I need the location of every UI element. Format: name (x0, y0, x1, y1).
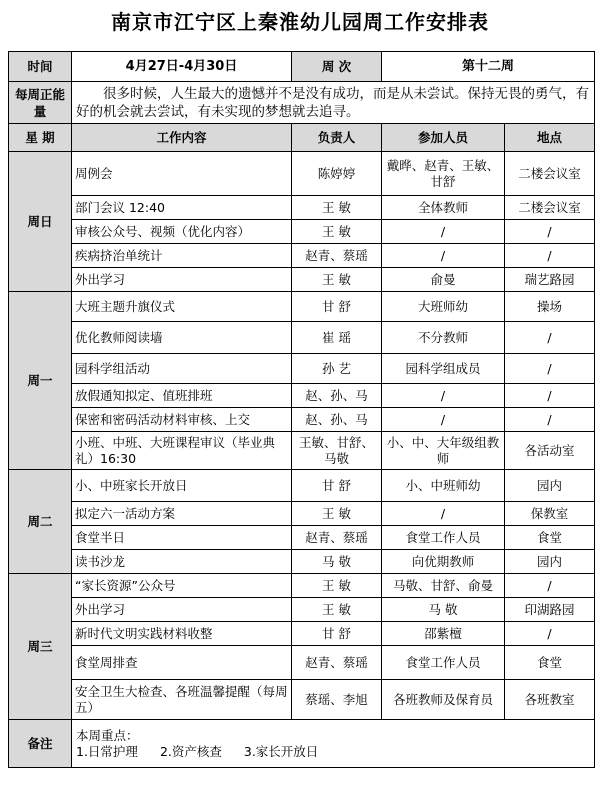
participants-cell: / (382, 244, 505, 268)
content-cell: 优化教师阅读墙 (72, 322, 292, 354)
motto-text: 很多时候，人生最大的遗憾并不是没有成功，而是从未尝试。保持无畏的勇气，有好的机会就去尝试，有未实现的梦想就去追寻。 (72, 82, 595, 124)
owner-cell: 甘 舒 (292, 292, 382, 322)
col-weekday: 星 期 (9, 124, 72, 152)
participants-cell: 小、中、大年级组教师 (382, 432, 505, 470)
location-cell: / (505, 408, 595, 432)
notes-item: 1.日常护理 (76, 743, 138, 759)
location-cell: 食堂 (505, 526, 595, 550)
col-participants: 参加人员 (382, 124, 505, 152)
owner-cell: 王 敏 (292, 598, 382, 622)
owner-cell: 甘 舒 (292, 470, 382, 502)
participants-cell: / (382, 220, 505, 244)
weekday-cell: 周三 (9, 574, 72, 720)
table-row (9, 470, 595, 502)
col-owner: 负责人 (292, 124, 382, 152)
table-row (9, 432, 595, 470)
participants-cell: 食堂工作人员 (382, 646, 505, 680)
notes-item: 2.资产核查 (159, 743, 222, 759)
participants-cell: 马敬、甘舒、俞曼 (382, 574, 505, 598)
owner-cell: 甘 舒 (292, 622, 382, 646)
content-cell: 读书沙龙 (72, 550, 292, 574)
column-header-row (9, 124, 595, 152)
participants-cell: 向优期教师 (382, 550, 505, 574)
location-cell: 各班教室 (505, 680, 595, 720)
participants-cell: 邵紫檀 (382, 622, 505, 646)
content-cell: 大班主题升旗仪式 (72, 292, 292, 322)
table-row (9, 220, 595, 244)
location-cell: 食堂 (505, 646, 595, 680)
content-cell: 放假通知拟定、值班排班 (72, 384, 292, 408)
owner-cell: 赵、孙、马 (292, 408, 382, 432)
location-cell: 瑞艺路园 (505, 268, 595, 292)
table-row (9, 574, 595, 598)
participants-cell: 大班师幼 (382, 292, 505, 322)
content-cell: 小班、中班、大班课程审议（毕业典礼）16:30 (72, 432, 292, 470)
location-cell: / (505, 622, 595, 646)
participants-cell: 园科学组成员 (382, 354, 505, 384)
page-title: 南京市江宁区上秦淮幼儿园周工作安排表 (111, 10, 489, 34)
location-cell: / (505, 322, 595, 354)
content-cell: 食堂半日 (72, 526, 292, 550)
content-cell: 小、中班家长开放日 (72, 470, 292, 502)
participants-cell: 小、中班师幼 (382, 470, 505, 502)
location-cell: / (505, 354, 595, 384)
table-row (9, 354, 595, 384)
table-row (9, 292, 595, 322)
participants-cell: 戴晔、赵青、王敏、甘舒 (382, 152, 505, 196)
table-row (9, 550, 595, 574)
weekday-cell: 周一 (9, 292, 72, 470)
table-row (9, 502, 595, 526)
owner-cell: 王 敏 (292, 196, 382, 220)
owner-cell: 蔡瑶、李旭 (292, 680, 382, 720)
notes-content (72, 720, 595, 768)
location-cell: 园内 (505, 550, 595, 574)
owner-cell: 赵青、蔡瑶 (292, 646, 382, 680)
content-cell: 食堂周排查 (72, 646, 292, 680)
participants-cell: 各班教师及保育员 (382, 680, 505, 720)
participants-cell: 不分教师 (382, 322, 505, 354)
content-cell: 外出学习 (72, 598, 292, 622)
location-cell: 园内 (505, 470, 595, 502)
content-cell: 新时代文明实践材料收整 (72, 622, 292, 646)
location-cell: 印湖路园 (505, 598, 595, 622)
participants-cell: 马 敬 (382, 598, 505, 622)
motto-label: 每周正能量 (9, 82, 72, 124)
owner-cell: 崔 瑶 (292, 322, 382, 354)
owner-cell: 王 敏 (292, 574, 382, 598)
owner-cell: 王 敏 (292, 268, 382, 292)
time-label: 时间 (9, 52, 72, 82)
content-cell: 拟定六一活动方案 (72, 502, 292, 526)
content-cell: 周例会 (72, 152, 292, 196)
table-row (9, 408, 595, 432)
notes-item: 3.家长开放日 (243, 743, 319, 759)
weekday-cell: 周二 (9, 470, 72, 574)
owner-cell: 赵、孙、马 (292, 384, 382, 408)
content-cell: 疾病挤治单统计 (72, 244, 292, 268)
owner-cell: 王 敏 (292, 502, 382, 526)
table-row (9, 244, 595, 268)
header-row (9, 52, 595, 82)
col-content: 工作内容 (72, 124, 292, 152)
owner-cell: 马 敬 (292, 550, 382, 574)
participants-cell: 全体教师 (382, 196, 505, 220)
table-row (9, 268, 595, 292)
table-row (9, 680, 595, 720)
schedule-table (8, 51, 595, 768)
notes-row (9, 720, 595, 768)
content-cell: 外出学习 (72, 268, 292, 292)
location-cell: / (505, 220, 595, 244)
motto-row (9, 82, 595, 124)
owner-cell: 孙 艺 (292, 354, 382, 384)
table-row (9, 598, 595, 622)
location-cell: 操场 (505, 292, 595, 322)
date-range: 4月27日-4月30日 (72, 52, 292, 82)
location-cell: 保教室 (505, 502, 595, 526)
participants-cell: / (382, 502, 505, 526)
owner-cell: 王 敏 (292, 220, 382, 244)
location-cell: / (505, 384, 595, 408)
location-cell: / (505, 244, 595, 268)
weekday-cell: 周日 (9, 152, 72, 292)
table-row (9, 384, 595, 408)
week-value: 第十二周 (382, 52, 595, 82)
participants-cell: 俞曼 (382, 268, 505, 292)
notes-heading: 本周重点： (76, 727, 139, 743)
content-cell: 保密和密码活动材料审核、上交 (72, 408, 292, 432)
participants-cell: 食堂工作人员 (382, 526, 505, 550)
week-label: 周 次 (292, 52, 382, 82)
location-cell: 各活动室 (505, 432, 595, 470)
content-cell: 安全卫生大检查、各班温馨提醒（每周五） (72, 680, 292, 720)
table-row (9, 322, 595, 354)
participants-cell: / (382, 408, 505, 432)
location-cell: 二楼会议室 (505, 196, 595, 220)
content-cell: 审核公众号、视频（优化内容） (72, 220, 292, 244)
owner-cell: 赵青、蔡瑶 (292, 526, 382, 550)
table-row (9, 646, 595, 680)
table-row (9, 196, 595, 220)
location-cell: 二楼会议室 (505, 152, 595, 196)
owner-cell: 王敏、甘舒、马敬 (292, 432, 382, 470)
table-row (9, 526, 595, 550)
owner-cell: 陈婷婷 (292, 152, 382, 196)
participants-cell: / (382, 384, 505, 408)
content-cell: “家长资源”公众号 (72, 574, 292, 598)
table-row (9, 622, 595, 646)
table-row (9, 152, 595, 196)
content-cell: 园科学组活动 (72, 354, 292, 384)
location-cell: / (505, 574, 595, 598)
content-cell: 部门会议 12:40 (72, 196, 292, 220)
owner-cell: 赵青、蔡瑶 (292, 244, 382, 268)
notes-label: 备注 (9, 720, 72, 768)
col-location: 地点 (505, 124, 595, 152)
